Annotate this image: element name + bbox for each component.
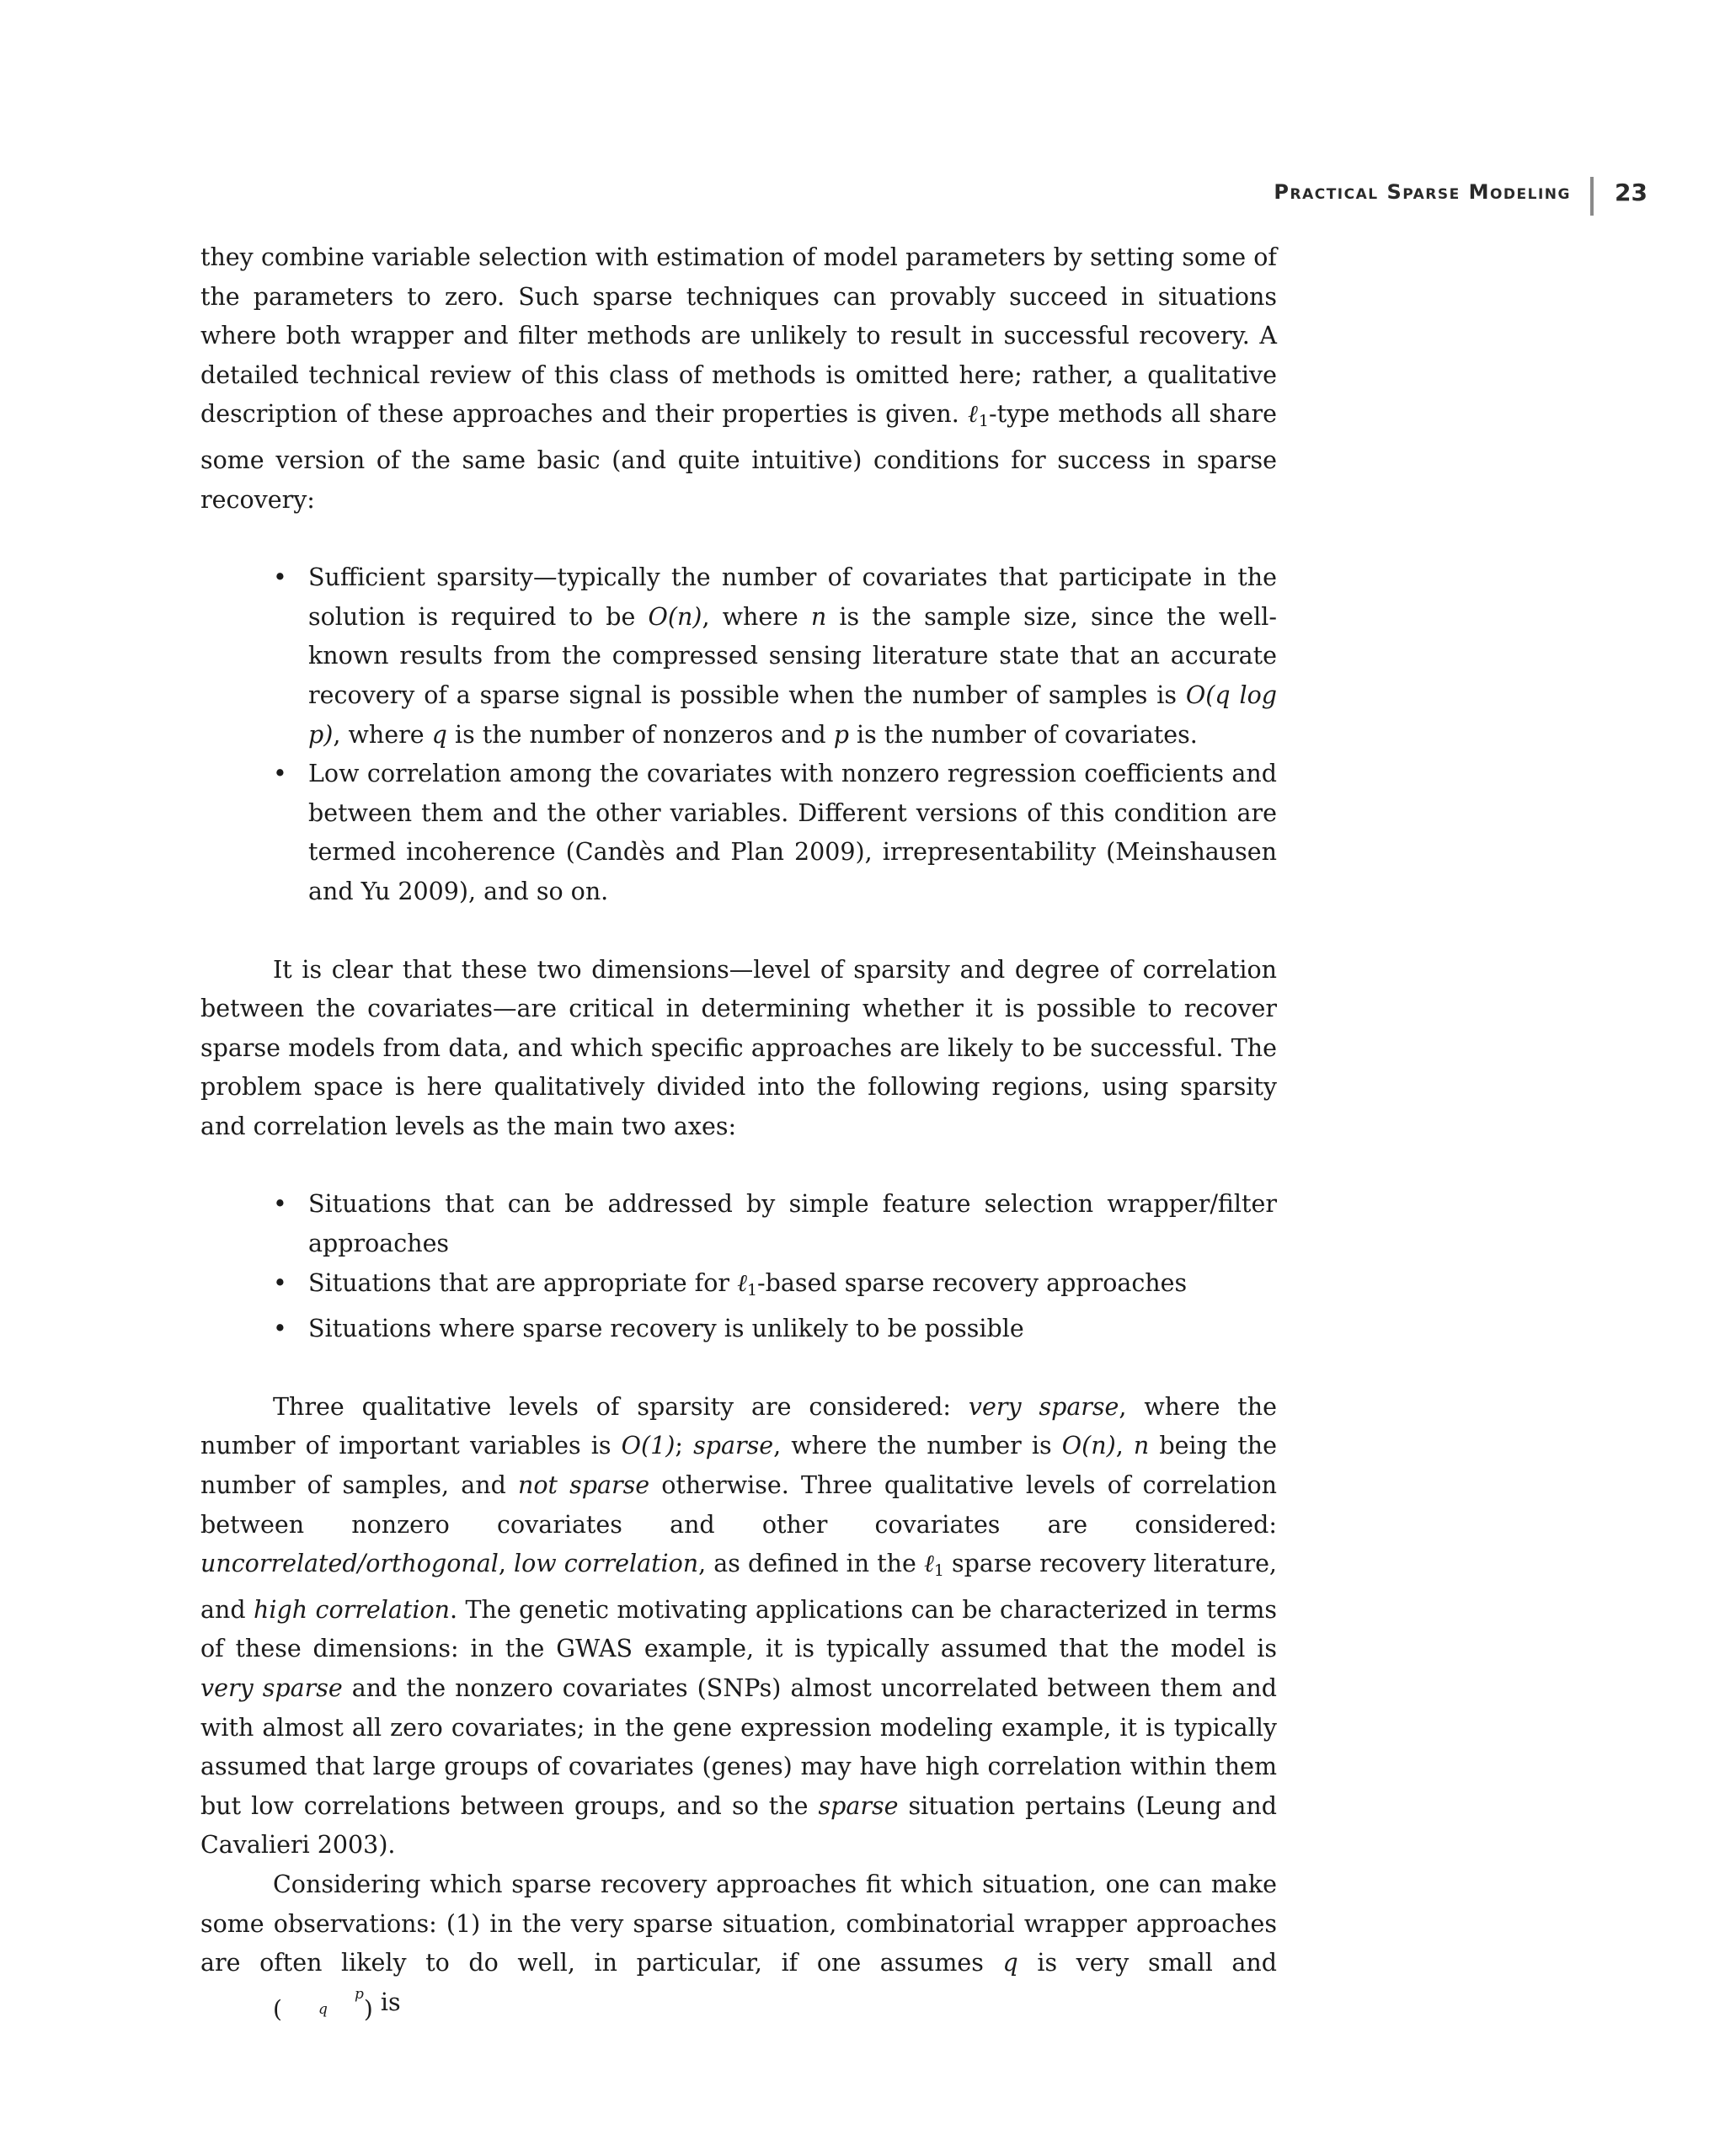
- list-item: • Sufficient sparsity—typically the number of covariates that participate in the solution is required to be O(n), where n is the sample size, since the well-known results from the compressed sensing literature state that an accurate recovery of a sparse signal is possible when the number of samples is O(q log p), where q is the number of nonzeros and p is the number of covariates.: [200, 558, 1277, 755]
- binomial-coefficient: (p q ): [273, 1985, 373, 2023]
- list-item: • Situations that can be addressed by simple feature selection wrapper/filter approaches: [200, 1185, 1277, 1263]
- paragraph-2: It is clear that these two dimensions—level of sparsity and degree of correlation between the covariates—are critical in determining whether it is possible to recover sparse models from data, and which specific approaches are likely to be successful. The problem space is here qualitatively divided into the following regions, using sparsity and correlation levels as the main two axes:: [200, 955, 1277, 1140]
- regions-list: [200, 1185, 1277, 1348]
- page-number: 23: [1615, 179, 1648, 206]
- list-item: • Situations where sparse recovery is unlikely to be possible: [200, 1310, 1277, 1349]
- running-header: [1263, 177, 1659, 219]
- paragraph-3: Three qualitative levels of sparsity are considered: very sparse, where the number of important variables is O(1); sparse, where the number is O(n), n being the number of samples, and not sparse otherwise. Three qualitative levels of correlation between nonzero covariates and other covariates are considered: uncorrelated/orthogonal, low correlation, as defined in the ℓ$_1$ sparse recovery literature, and high correlation. The genetic motivating applications can be characterized in terms of these dimensions: in the GWAS example, it is typically assumed that the model is very sparse and the nonzero covariates (SNPs) almost uncorrelated between them and with almost all zero covariates; in the gene expression modeling example, it is typically assumed that large groups of covariates (genes) may have high correlation within them but low correlations between groups, and so the sparse situation pertains (Leung and Cavalieri 2003).: [200, 1392, 1277, 1860]
- paragraph-4: Considering which sparse recovery approaches fit which situation, one can make some observations: (1) in the very sparse situation, combinatorial wrapper approaches are often likely to do well, in particular, if one assumes q is very small and (p q ) is: [200, 1865, 1277, 2029]
- paragraph-1: they combine variable selection with estimation of model parameters by setting some of the parameters to zero. Such sparse techniques can provably succeed in situations where both wrapper and filter methods are unlikely to result in successful recovery. A detailed technical review of this class of methods is omitted here; rather, a qualitative description of these approaches and their properties is given. ℓ$_1$-type methods all share some version of the same basic (and quite intuitive) conditions for success in sparse recovery:: [200, 243, 1277, 514]
- list-item: • Low correlation among the covariates with nonzero regression coefficients and between them and the other variables. Different versions of this condition are termed incoherence (Candès and Plan 2009), irrepresentability (Meinshausen and Yu 2009), and so on.: [200, 755, 1277, 911]
- conditions-list: [200, 558, 1277, 911]
- running-title: Practical Sparse Modeling: [1274, 180, 1571, 204]
- list-item: • Situations that are appropriate for ℓ$_1$-based sparse recovery approaches: [200, 1264, 1277, 1310]
- header-divider: [1590, 177, 1594, 216]
- body-text: [200, 238, 1277, 2029]
